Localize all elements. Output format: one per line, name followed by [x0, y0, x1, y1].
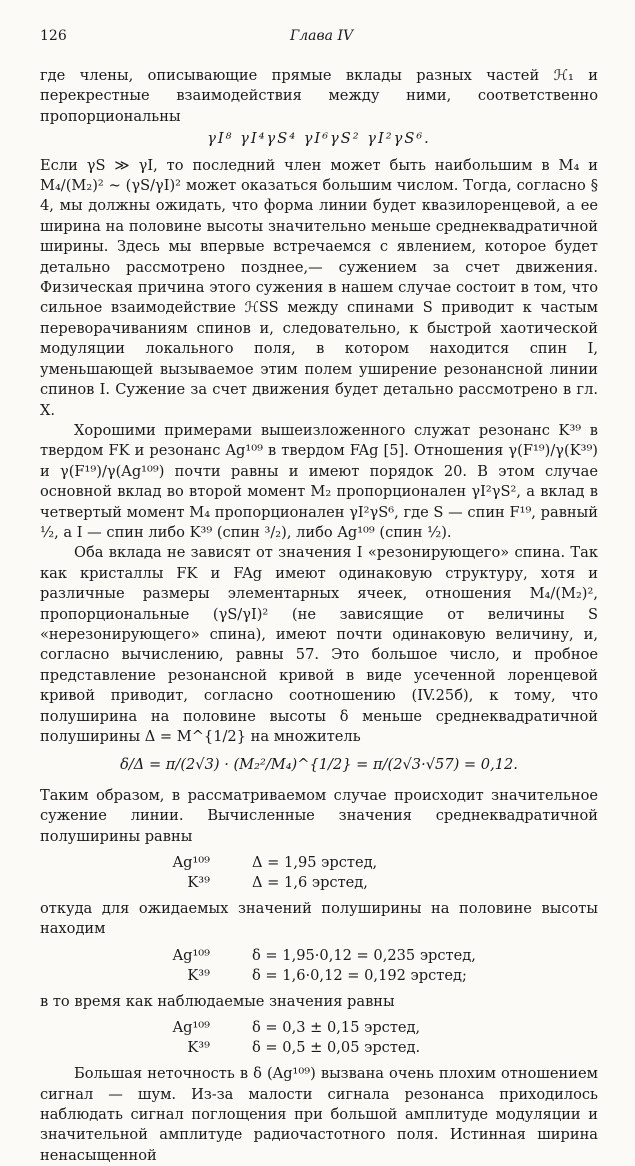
result-row	[40, 1018, 598, 1038]
paragraph-3: Хорошими примерами вышеизложенного служат резонанс K³⁹ в твердом FK и резонанс Ag¹⁰⁹ в твердом FAg [5]. Отношения γ(F¹⁹)/γ(K³⁹) и γ(F¹⁹)/γ(Ag¹⁰⁹) почти равны и имеют порядок 20. В этом случае основной вклад во второй момент M₂ пропорционален γI²γS², а вклад в четвертый момент M₄ пропорционален γI²γS⁶, где S — спин F¹⁹, равный ½, а I — спин либо K³⁹ (спин ³/₂), либо Ag¹⁰⁹ (спин ½).	[40, 421, 598, 541]
result-value: δ = 1,95·0,12 = 0,235 эрстед,	[252, 946, 476, 964]
result-value: δ = 1,6·0,12 = 0,192 эрстед;	[252, 966, 467, 984]
nucleus-label: K³⁹	[187, 874, 210, 892]
computed-values	[40, 853, 598, 893]
result-row	[40, 853, 598, 873]
nucleus-label: Ag¹⁰⁹	[172, 854, 210, 872]
result-value: Δ = 1,95 эрстед,	[252, 854, 378, 872]
paragraph-4: Оба вклада не зависят от значения I «резонирующего» спина. Так как кристаллы FK и FAg имеют одинаковую структуру, хотя и различные размеры элементарных ячеек, отношения M₄/(M₂)², пропорциональные (γS/γI)² (не зависящие от величины S «нерезонирующего» спина), имеют почти одинаковую величину, и, согласно вычислению, равны 57. Это большое число, и пробное представление резонансной кривой в виде усеченной лоренцевой кривой приводит, согласно соотношению (IV.25б), к тому, что полуширина на половине высоты δ меньше среднеквадратичной полуширины Δ = M^{1/2} на множитель	[40, 544, 598, 745]
nucleus-label: Ag¹⁰⁹	[172, 946, 210, 964]
narrowing-formula: δ/Δ = π/(2√3) · (M₂²/M₄)^{1/2} = π/(2√3·√57) = 0,12.	[120, 756, 518, 774]
gamma-formula: γI⁸ γI⁴γS⁴ γI⁶γS² γI²γS⁶.	[207, 130, 431, 148]
paragraph-5: Таким образом, в рассматриваемом случае происходит значительное сужение линии. Вычисленные значения среднеквадратичной полуширины равны	[40, 786, 598, 845]
result-row	[40, 966, 598, 986]
result-value: δ = 0,3 ± 0,15 эрстед,	[252, 1019, 421, 1037]
running-header	[40, 28, 595, 48]
nucleus-label: K³⁹	[187, 966, 210, 984]
result-row	[40, 873, 598, 893]
page-number: 126	[40, 28, 67, 44]
expected-values	[40, 946, 598, 986]
result-row	[40, 946, 598, 966]
observed-values	[40, 1018, 598, 1058]
paragraph-1: где члены, описывающие прямые вклады разных частей ℋ₁ и перекрестные взаимодействия между ними, соответственно пропорциональны	[40, 67, 598, 125]
result-row	[40, 1038, 598, 1058]
paragraph-2: Если γS ≫ γI, то последний член может быть наибольшим в M₄ и M₄/(M₂)² ~ (γS/γI)² может оказаться большим числом. Тогда, согласно § 4, мы должны ожидать, что форма линии будет квазилоренцевой, а ее ширина на половине высоты значительно меньше среднеквадратичной ширины. Здесь мы впервые встречаемся с явлением, которое будет детально рассмотрено позднее,— сужением за счет движения. Физическая причина этого сужения в нашем случае состоит в том, что сильное взаимодействие ℋSS между спинами S приводит к частым переворачиваниям спинов и, следовательно, к быстрой хаотической модуляции локального поля, в котором находится спин I, уменьшающей вызываемое этим полем уширение резонансной линии спинов I. Сужение за счет движения будет детально рассмотрено в гл. X.	[40, 156, 598, 419]
result-value: Δ = 1,6 эрстед,	[252, 874, 368, 892]
paragraph-7: в то время как наблюдаемые значения равны	[40, 992, 395, 1010]
page-body	[40, 66, 598, 1166]
paragraph-6: откуда для ожидаемых значений полуширины на половине высоты находим	[40, 900, 598, 938]
paragraph-8: Большая неточность в δ (Ag¹⁰⁹) вызвана очень плохим отношением сигнал — шум. Из-за малости сигнала резонанса приходилось наблюдать сигнал поглощения при большой амплитуде модуляции и значительной амплитуде радиочастотного поля. Истинная ширина ненасыщенной	[40, 1065, 598, 1164]
nucleus-label: K³⁹	[187, 1039, 210, 1057]
chapter-title: Глава IV	[290, 28, 354, 44]
result-value: δ = 0,5 ± 0,05 эрстед.	[252, 1039, 421, 1057]
nucleus-label: Ag¹⁰⁹	[172, 1019, 210, 1037]
